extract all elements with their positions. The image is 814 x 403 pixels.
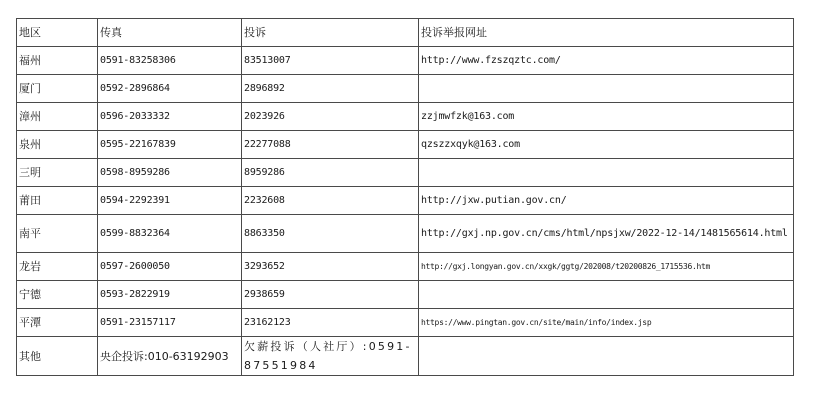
website-cell[interactable]: https://www.pingtan.gov.cn/site/main/info/index.jsp: [419, 309, 794, 337]
region-cell: 泉州: [17, 131, 98, 159]
website-cell[interactable]: http://jxw.putian.gov.cn/: [419, 187, 794, 215]
fax-cell: 0597-2600050: [98, 253, 242, 281]
table-row: [17, 337, 794, 376]
complaint-contacts-table: [16, 18, 794, 376]
complaint-cell: 8959286: [242, 159, 419, 187]
table-row: [17, 215, 794, 253]
website-cell: [419, 159, 794, 187]
complaint-cell: 22277088: [242, 131, 419, 159]
table-row: [17, 75, 794, 103]
fax-cell: 0592-2896864: [98, 75, 242, 103]
complaint-cell: 2938659: [242, 281, 419, 309]
region-cell: 宁德: [17, 281, 98, 309]
website-cell[interactable]: http://gxj.np.gov.cn/cms/html/npsjxw/2022-12-14/1481565614.html: [419, 215, 794, 253]
complaint-cell: 8863350: [242, 215, 419, 253]
fax-cell: 0595-22167839: [98, 131, 242, 159]
region-cell: 龙岩: [17, 253, 98, 281]
website-cell[interactable]: qzszzxqyk@163.com: [419, 131, 794, 159]
region-cell: 南平: [17, 215, 98, 253]
region-cell: 莆田: [17, 187, 98, 215]
table-row: [17, 131, 794, 159]
region-cell: 厦门: [17, 75, 98, 103]
region-cell: 漳州: [17, 103, 98, 131]
fax-cell: 0598-8959286: [98, 159, 242, 187]
region-cell: 其他: [17, 337, 98, 376]
complaint-cell: 2023926: [242, 103, 419, 131]
header-website: 投诉举报网址: [419, 19, 794, 47]
complaint-cell: 83513007: [242, 47, 419, 75]
website-cell[interactable]: zzjmwfzk@163.com: [419, 103, 794, 131]
table-row: [17, 47, 794, 75]
region-cell: 三明: [17, 159, 98, 187]
region-cell: 平潭: [17, 309, 98, 337]
table-row: [17, 159, 794, 187]
header-fax: 传真: [98, 19, 242, 47]
complaint-cell: 2896892: [242, 75, 419, 103]
complaint-cell: 欠薪投诉（人社厅）:0591-87551984: [242, 337, 419, 376]
fax-cell: 0591-83258306: [98, 47, 242, 75]
table-row: [17, 309, 794, 337]
header-region: 地区: [17, 19, 98, 47]
table-row: [17, 281, 794, 309]
fax-cell: 0593-2822919: [98, 281, 242, 309]
website-cell[interactable]: http://gxj.longyan.gov.cn/xxgk/ggtg/202008/t20200826_1715536.htm: [419, 253, 794, 281]
website-cell: [419, 281, 794, 309]
website-cell[interactable]: http://www.fzszqztc.com/: [419, 47, 794, 75]
fax-cell: 0594-2292391: [98, 187, 242, 215]
table-row: [17, 253, 794, 281]
region-cell: 福州: [17, 47, 98, 75]
header-complaint: 投诉: [242, 19, 419, 47]
complaint-cell: 3293652: [242, 253, 419, 281]
table-row: [17, 187, 794, 215]
fax-cell: 0599-8832364: [98, 215, 242, 253]
fax-cell: 0591-23157117: [98, 309, 242, 337]
complaint-cell: 23162123: [242, 309, 419, 337]
website-cell: [419, 337, 794, 376]
table-row: [17, 103, 794, 131]
fax-cell: 央企投诉:010-63192903: [98, 337, 242, 376]
table-header-row: [17, 19, 794, 47]
complaint-cell: 2232608: [242, 187, 419, 215]
fax-cell: 0596-2033332: [98, 103, 242, 131]
website-cell: [419, 75, 794, 103]
